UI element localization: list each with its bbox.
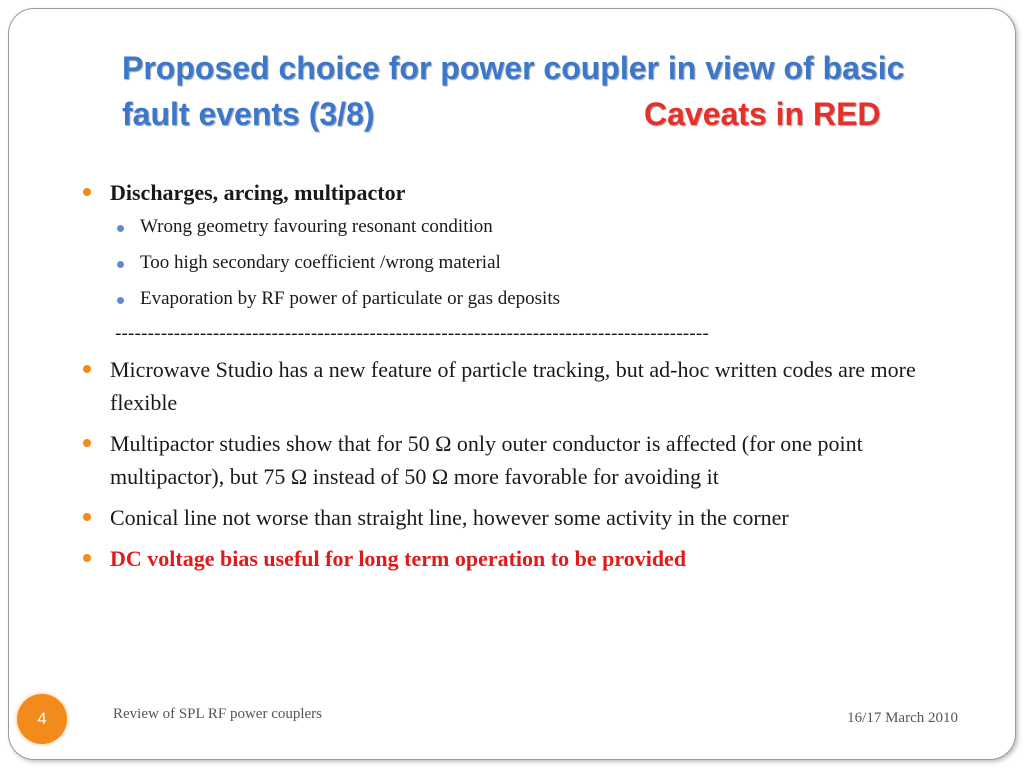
bullet-text: Discharges, arcing, multipactor bbox=[110, 180, 406, 205]
bullet-dot-icon bbox=[83, 365, 91, 373]
sub-bullet-text: Evaporation by RF power of particulate or gas deposits bbox=[140, 288, 561, 309]
sub-bullet-text: Too high secondary coefficient /wrong material bbox=[140, 252, 501, 273]
bullet-conical-line bbox=[80, 501, 960, 534]
bullet-dot-icon bbox=[83, 188, 91, 196]
bullet-discharges bbox=[80, 176, 960, 209]
slide-content bbox=[80, 176, 960, 575]
sub-bullet-dot-icon bbox=[117, 297, 124, 304]
bullet-dot-icon bbox=[83, 554, 91, 562]
sub-bullet-evaporation bbox=[80, 281, 960, 317]
title-caveat: Caveats in RED bbox=[644, 96, 881, 132]
title-line-1: Proposed choice for power coupler in view of basic bbox=[122, 50, 905, 86]
bullet-text: Multipactor studies show that for 50 Ω only outer conductor is affected (for one point multipactor), but 75 Ω instead of 50 Ω more favorable for avoiding it bbox=[110, 431, 863, 489]
dashed-separator: ------------------------------------------------------------------------------------------- bbox=[115, 323, 709, 344]
page-number-badge: 4 bbox=[17, 694, 67, 744]
footer-presentation-title: Review of SPL RF power couplers bbox=[113, 706, 323, 722]
sub-bullet-text: Wrong geometry favouring resonant condition bbox=[140, 216, 493, 237]
bullet-multipactor-studies bbox=[80, 427, 960, 493]
sub-bullet-geometry bbox=[80, 209, 960, 245]
slide-title bbox=[122, 45, 1002, 137]
bullet-dc-voltage-bias bbox=[80, 542, 960, 575]
footer-date: 16/17 March 2010 bbox=[847, 710, 958, 726]
title-line-2: fault events (3/8) bbox=[122, 96, 375, 132]
sub-bullet-secondary-coefficient bbox=[80, 245, 960, 281]
bullet-text: Microwave Studio has a new feature of particle tracking, but ad-hoc written codes are more flexible bbox=[110, 357, 916, 415]
sub-bullet-dot-icon bbox=[117, 261, 124, 268]
bullet-dot-icon bbox=[83, 513, 91, 521]
sub-bullet-dot-icon bbox=[117, 225, 124, 232]
bullet-text: DC voltage bias useful for long term operation to be provided bbox=[110, 546, 687, 571]
bullet-dot-icon bbox=[83, 439, 91, 447]
bullet-text: Conical line not worse than straight line, however some activity in the corner bbox=[110, 505, 789, 530]
bullet-microwave-studio bbox=[80, 353, 960, 419]
